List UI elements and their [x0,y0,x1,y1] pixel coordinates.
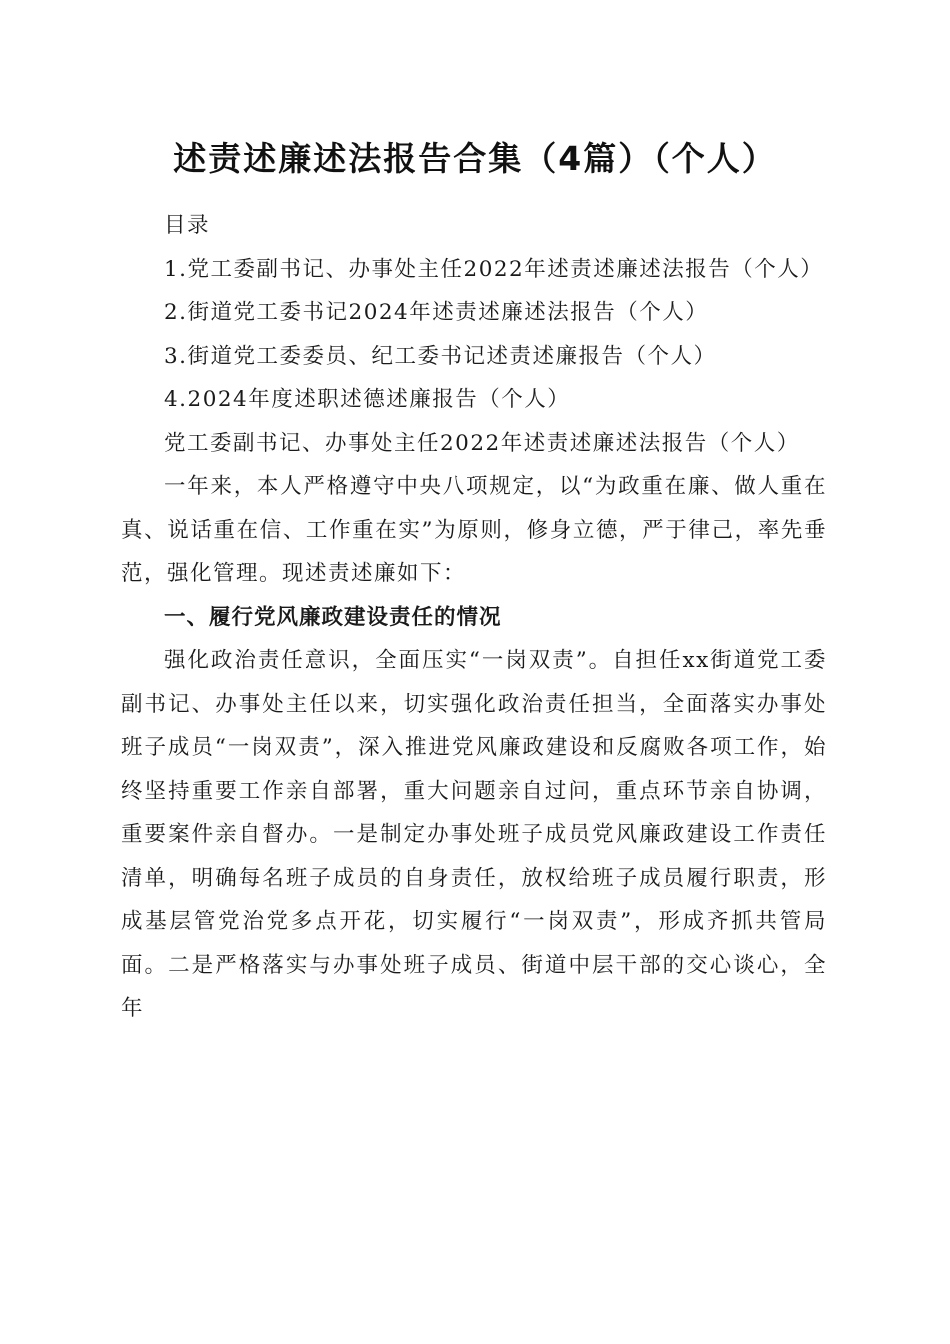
document-body [121,204,827,1031]
toc-item: 1.党工委副书记、办事处主任2022年述责述廉述法报告（个人） [164,256,824,282]
toc-item: 2.街道党工委书记2024年述责述廉述法报告（个人） [164,300,709,325]
toc-item: 3.街道党工委委员、纪工委书记述责述廉报告（个人） [164,343,717,369]
toc-item: 4.2024年度述职述德述廉报告（个人） [164,387,571,412]
toc-label: 目录 [164,213,211,238]
document-title: 述责述廉述法报告合集（4篇）（个人） [173,139,777,178]
intro-paragraph: 一年来，本人严格遵守中央八项规定，以“为政重在廉、做人重在真、说话重在信、工作重在实”为原则，修身立德，严于律己，率先垂范，强化管理。现述责述廉如下： [121,474,827,586]
section-heading: 一、履行党风廉政建设责任的情况 [164,604,502,630]
section-paragraph: 强化政治责任意识，全面压实“一岗双责”。自担任xx街道党工委副书记、办事处主任以来，切实强化政治责任担当，全面落实办事处班子成员“一岗双责”，深入推进党风廉政建设和反腐败各项工作，始终坚持重要工作亲自部署，重大问题亲自过问，重点环节亲自协调，重要案件亲自督办。一是制定办事处班子成员党风廉政建设工作责任清单，明确每名班子成员的自身责任，放权给班子成员履行职责，形成基层管党治党多点开花，切实履行“一岗双责”，形成齐抓共管局面。二是严格落实与办事处班子成员、街道中层干部的交心谈心，全年 [121,648,827,1021]
report-title: 党工委副书记、办事处主任2022年述责述廉述法报告（个人） [164,430,800,456]
